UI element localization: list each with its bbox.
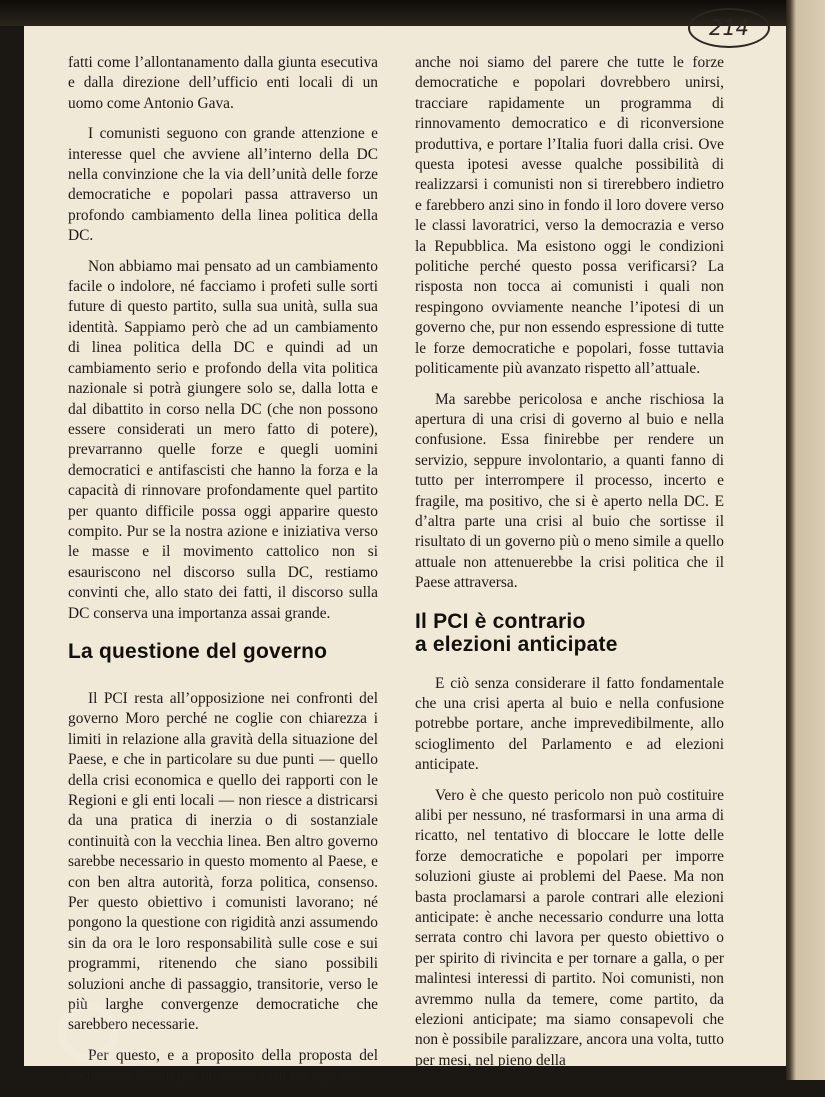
left-column <box>68 53 378 1097</box>
paragraph: E ciò senza considerare il fatto fondamentale che una crisi aperta al buio e nella confusione potrebbe portare, anche imprevedibilmente, allo scioglimento del Parlamento e ad elezioni anticipate. <box>415 674 724 774</box>
paragraph: anche noi siamo del parere che tutte le forze democratiche e popolari dovrebbero unirsi, tracciare rapidamente un programma di rinnovamento democratico e di riconversione produttiva, e portare l’Italia fuori dalla crisi. Ove questa ipotesi avesse qualche possibilità di realizzarsi i comunisti non si tirerebbero indietro e farebbero anzi sino in fondo il loro dovere verso le classi lavoratrici, verso la democrazia e verso la Repubblica. Ma esistono oggi le condizioni politiche perché questo possa verificarsi? La risposta non tocca ai comunisti i quali non respingono ovviamente neanche l’ipotesi di un governo che, pur non essendo espressione di tutte le forze democratiche e popolari, fosse tuttavia politicamente più avanzato rispetto all’attuale. <box>415 54 724 378</box>
paragraph: Vero è che questo pericolo non può costituire alibi per nessuno, né trasformarsi in una arma di ricatto, nel tentativo di bloccare le lotte delle forze democratiche e popolari per imporre soluzioni giuste ai problemi del Paese. Ma non basta proclamarsi a parole contrari alle elezioni anticipate: è anche necessario condurre una lotta serrata contro chi lavora per questo obiettivo o per spirito di rivincita e per tornare a galla, o per malintesi interessi di partito. Noi comunisti, non avremmo nulla da temere, come partito, da elezioni anticipate; ma siamo consapevoli che non è possibile paralizzare, ancora una volta, tutto per mesi, nel pieno della <box>415 786 724 1069</box>
section-heading <box>415 610 724 656</box>
paragraph: Non abbiamo mai pensato ad un cambiamento facile o indolore, né facciamo i profeti sulle sorti future di questo partito, sulla sua unità, sulla sua identità. Sappiamo però che ad un cambiamento di linea politica della DC e quindi ad un cambiamento serio e profondo della vita politica nazionale si potrà giungere solo se, dalla lotta e dal dibattito in corso nella DC (che non possono essere considerati un mero fatto di potere), prevarranno quelle forze e quegli uomini democratici e antifascisti che hanno la forza e la capacità di rinnovare profondamente quel partito per quanto difficile possa oggi apparire questo compito. Pur se la nostra azione e iniziativa verso le masse e il movimento cattolico non si esauriscono nel discorso sulla DC, restiamo convinti che, allo stato dei fatti, il discorso sulla DC conserva una importanza assai grande. <box>68 257 378 622</box>
heading-line: a elezioni anticipate <box>415 632 618 656</box>
right-column <box>415 53 724 1081</box>
paragraph: Per questo, e a proposito della proposta del compagno Nenni per un governo di emergenza, <box>68 1046 378 1085</box>
paragraph: Il PCI resta all’opposizione nei confronti del governo Moro perché ne coglie con chiarezza i limiti in relazione alla gravità della situazione del Paese, e che in particolare su due punti — quello della crisi economica e quello dei rapporti con le Regioni e gli enti locali — non riesce a districarsi da una pratica di inerzia o di sostanziale continuità con la vecchia linea. Ben altro governo sarebbe necessario in questo momento al Paese, e con ben altra autorità, forza politica, consenso. Per questo obiettivo i comunisti lavorano; né pongono la questione con rigidità anzi assumendo sin da ora le loro responsabilità sulle cose e sui programmi, ritenendo che siano possibili soluzioni anche di passaggio, transitorie, verso le più larghe convergenze democratiche che sarebbero necessarie. <box>68 689 378 1034</box>
paragraph: fatti come l’allontanamento dalla giunta esecutiva e dalla direzione dell’ufficio enti locali di un uomo come Antonio Gava. <box>68 54 378 112</box>
heading-line: Il PCI è contrario <box>415 609 586 633</box>
paragraph: Ma sarebbe pericolosa e anche rischiosa la apertura di una crisi di governo al buio e nella confusione. Essa finirebbe per rendere un servizio, seppure involontario, a quanti fanno di tutto per interrompere il processo, incerto e fragile, ma positivo, che si è aperto nella DC. E d’altra parte una crisi al buio che sortisse il risultato di un governo più o meno simile a quello attuale non attenuerebbe la crisi politica che il Paese attraversa. <box>415 390 724 592</box>
watermark-logo <box>58 1002 118 1062</box>
folio-number: 214 <box>688 8 770 48</box>
paragraph: I comunisti seguono con grande attenzione e interesse quel che avviene all’interno della DC nella convinzione che la via dell’unità delle forze democratiche e popolari passa attraverso un profondo cambiamento della linea politica della DC. <box>68 125 378 245</box>
scan-right-edge <box>786 0 825 1080</box>
section-heading: La questione del governo <box>68 639 328 663</box>
